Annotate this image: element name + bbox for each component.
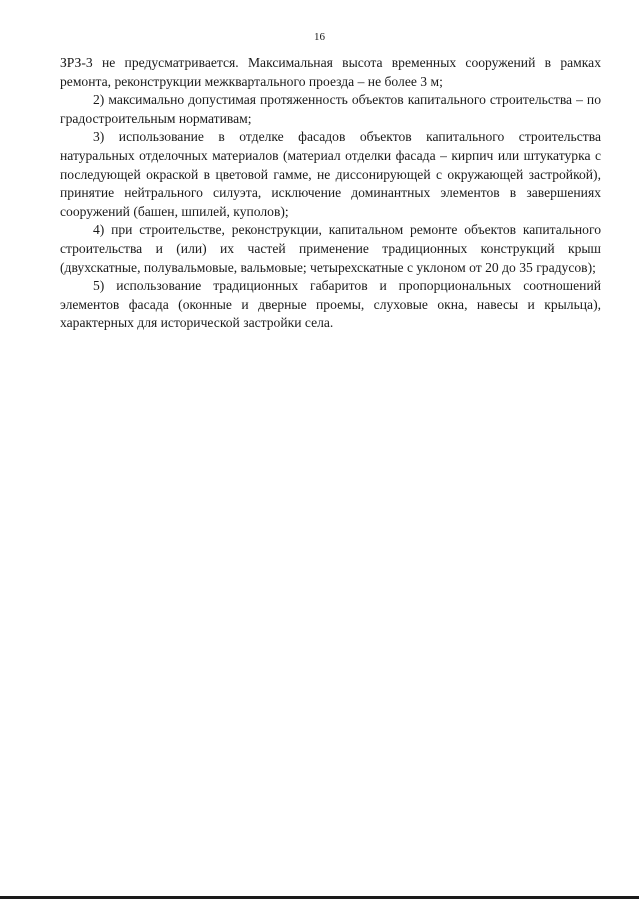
scan-bottom-edge [0, 896, 639, 899]
paragraph-item-3: 3) использование в отделке фасадов объектов капитального строительства натуральных отделочных материалов (материал отделки фасада – кирпич или штукатурка с последующей окраской в цветовой гамме, не диссонирующей с окружающей застройкой), принятие нейтрального силуэта, исключение доминантных элементов в завершениях сооружений (башен, шпилей, куполов); [60, 129, 601, 219]
paragraph-item-4: 4) при строительстве, реконструкции, капитальном ремонте объектов капитального строительства и (или) их частей применение традиционных конструкций крыш (двухскатные, полувальмовые, вальмовые; четырехскатные с уклоном от 20 до 35 градусов); [60, 222, 601, 275]
paragraph-continuation: ЗРЗ-3 не предусматривается. Максимальная высота временных сооружений в рамках ремонта, реконструкции межквартального проезда – не более 3 м; [60, 55, 601, 89]
paragraph-item-2: 2) максимально допустимая протяженность объектов капитального строительства – по градостроительным нормативам; [60, 92, 601, 126]
paragraph-item-5: 5) использование традиционных габаритов и пропорциональных соотношений элементов фасада (оконные и дверные проемы, слуховые окна, навесы и крыльца), характерных для исторической застройки села. [60, 278, 601, 331]
document-body [60, 54, 601, 333]
page-number: 16 [314, 31, 325, 43]
